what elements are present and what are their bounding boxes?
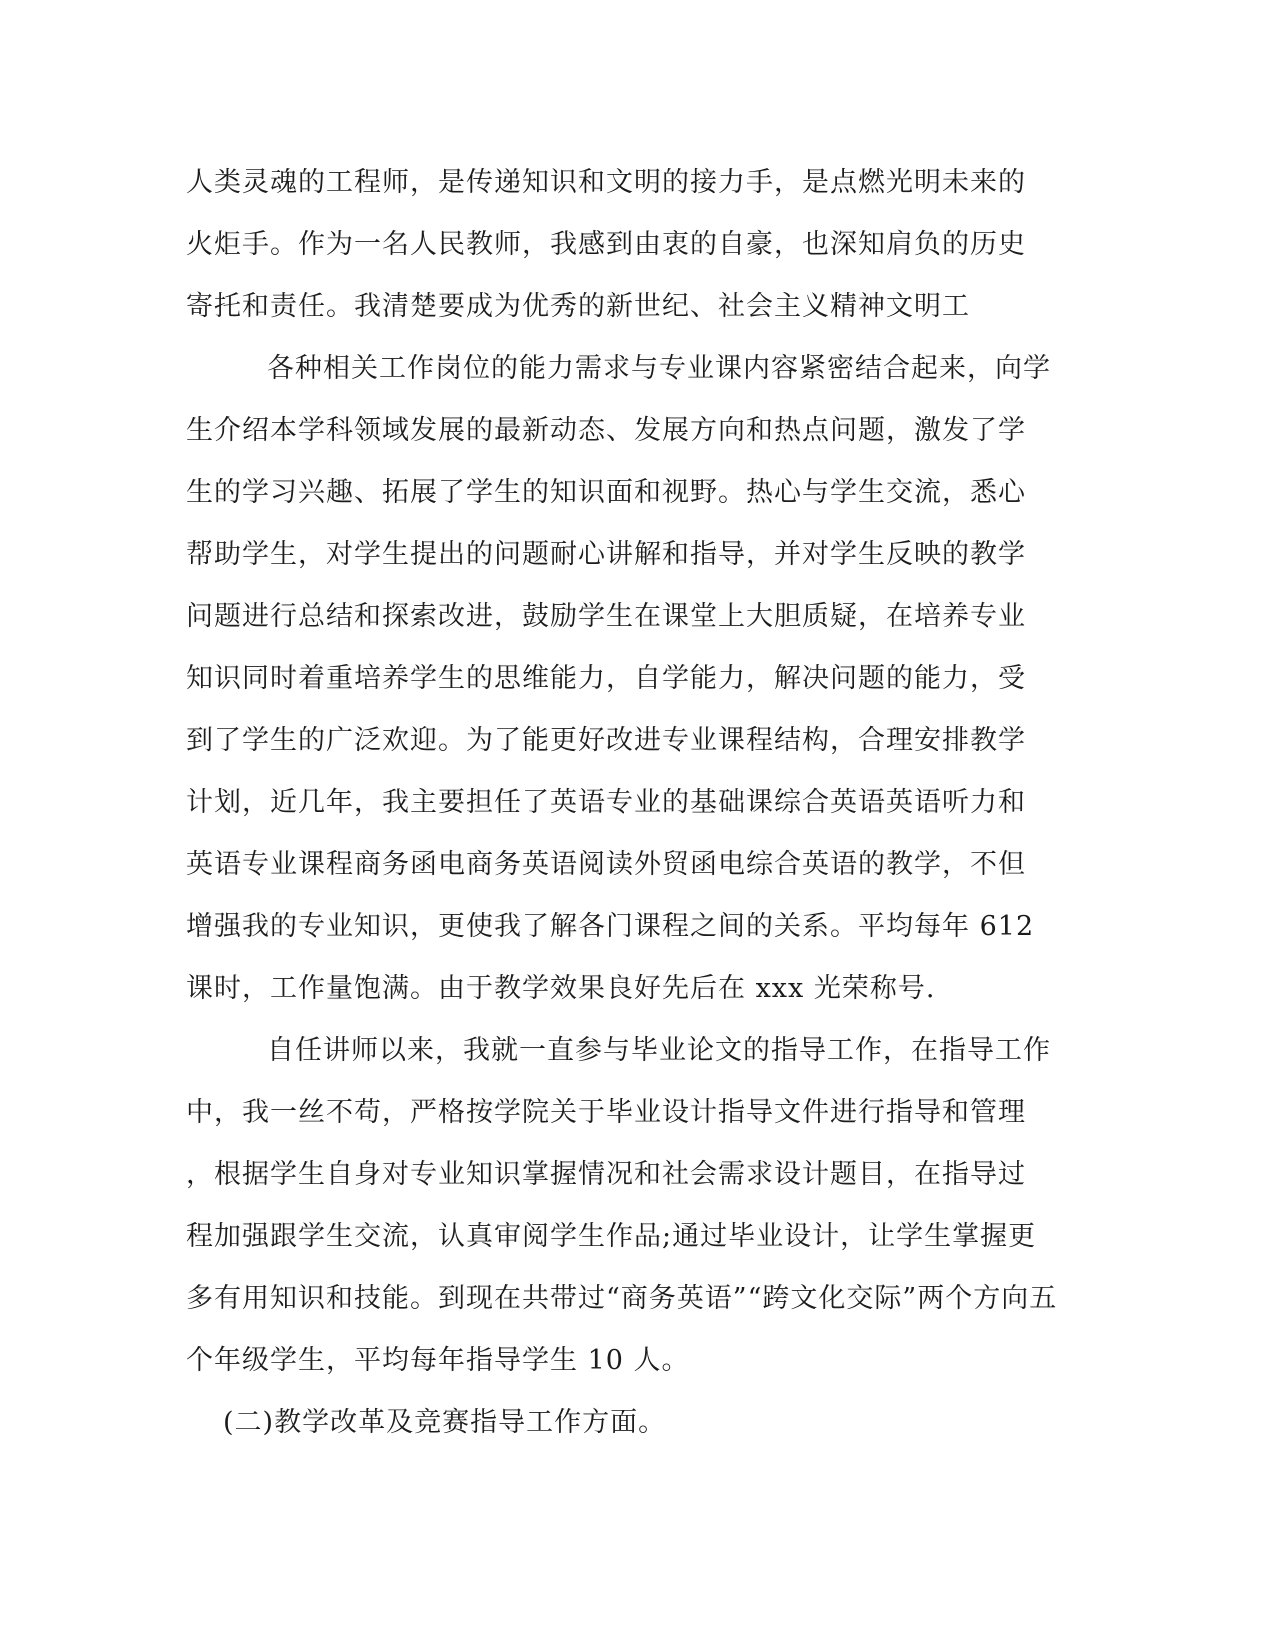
text-line: 增强我的专业知识，更使我了解各门课程之间的关系。平均每年 612 [186,911,1035,942]
text-line: 知识同时着重培养学生的思维能力，自学能力，解决问题的能力，受 [186,663,1026,694]
text-line: 寄托和责任。我清楚要成为优秀的新世纪、社会主义精神文明工 [186,291,970,322]
text-line: 生的学习兴趣、拓展了学生的知识面和视野。热心与学生交流，悉心 [186,477,1026,508]
text-line: 计划，近几年，我主要担任了英语专业的基础课综合英语英语听力和 [186,787,1026,818]
text-line: 各种相关工作岗位的能力需求与专业课内容紧密结合起来，向学 [267,353,1051,384]
paragraph-section-heading [186,1392,1045,1454]
text-line: 火炬手。作为一名人民教师，我感到由衷的自豪，也深知肩负的历史 [186,229,1026,260]
text-line: 个年级学生，平均每年指导学生 10 人。 [186,1345,690,1376]
text-line: 人类灵魂的工程师，是传递知识和文明的接力手，是点燃光明未来的 [186,167,1026,198]
text-line: 问题进行总结和探索改进，鼓励学生在课堂上大胆质疑，在培养专业 [186,601,1026,632]
text-line: 课时，工作量饱满。由于教学效果良好先后在 xxx 光荣称号. [186,973,936,1004]
text-line: 生介绍本学科领域发展的最新动态、发展方向和热点问题，激发了学 [186,415,1026,446]
paragraph [186,1020,1058,1392]
text-line: ，根据学生自身对专业知识掌握情况和社会需求设计题目，在指导过 [186,1159,1026,1190]
text-line: 帮助学生，对学生提出的问题耐心讲解和指导，并对学生反映的教学 [186,539,1026,570]
text-line: 自任讲师以来，我就一直参与毕业论文的指导工作，在指导工作 [267,1035,1051,1066]
text-line: (二)教学改革及竞赛指导工作方面。 [223,1407,667,1438]
text-line: 英语专业课程商务函电商务英语阅读外贸函电综合英语的教学，不但 [186,849,1026,880]
paragraph [186,338,1051,1020]
paragraph [186,152,1045,338]
text-line: 程加强跟学生交流，认真审阅学生作品;通过毕业设计，让学生掌握更 [186,1221,1037,1252]
text-line: 到了学生的广泛欢迎。为了能更好改进专业课程结构，合理安排教学 [186,725,1026,756]
text-line: 中，我一丝不苟，严格按学院关于毕业设计指导文件进行指导和管理 [186,1097,1026,1128]
text-line: 多有用知识和技能。到现在共带过“商务英语”“跨文化交际”两个方向五 [186,1283,1058,1314]
